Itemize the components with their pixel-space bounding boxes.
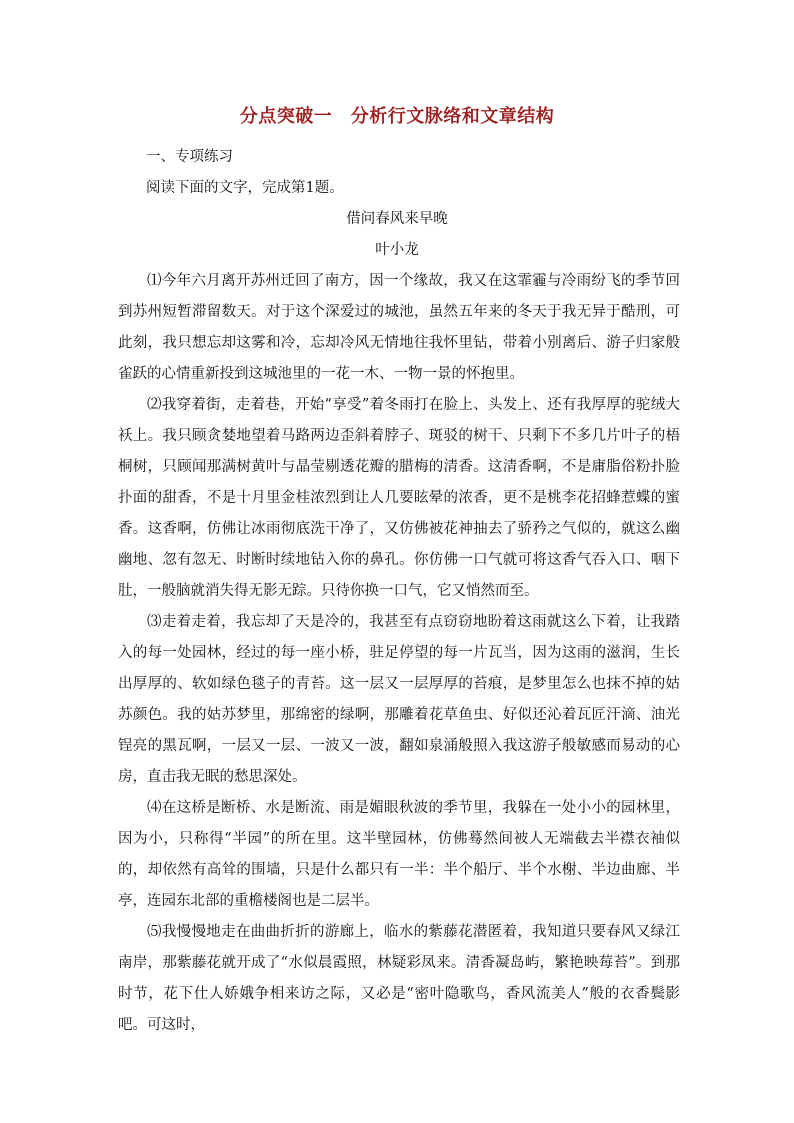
instruction-text: 阅读下面的文字，完成第1题。	[146, 180, 344, 196]
paragraph-1: ⑴今年六月离开苏州迁回了南方，因一个缘故，我又在这霏霾与冷雨纷飞的季节回到苏州短暂滞留数天。对于这个深爱过的城池，虽然五年来的冬天于我无异于酷刑，可此刻，我只想忘却这雾和冷，忘却冷风无情地往我怀里钻，带着小别离后、游子归家般雀跃的心情重新投到这城池里的一花一木、一物一景的怀抱里。	[118, 273, 680, 382]
paragraph-5: ⑸我慢慢地走在曲曲折折的游廊上，临水的紫藤花潜匿着，我知道只要春风又绿江南岸，那紫藤花就开成了“水似晨霞照，林疑彩凤来。清香凝岛屿，繁艳映莓苔”。到那时节，花下仕人娇娥争相来访之际，又必是“密叶隐歌鸟，香风流美人”般的衣香鬓影吧。可这时，	[118, 924, 680, 1033]
paragraph-2: ⑵我穿着街，走着巷，开始“享受”着冬雨打在脸上、头发上、还有我厚厚的驼绒大袄上。我只顾贪婪地望着马路两边歪斜着脖子、斑驳的树干、只剩下不多几片叶子的梧桐树，只顾闻那满树黄叶与晶莹剔透花瓣的腊梅的清香。这清香啊，不是庸脂俗粉扑脸扑面的甜香，不是十月里金桂浓烈到让人几要眩晕的浓香，更不是桃李花招蜂惹蝶的蜜香。这香啊，仿佛让冰雨彻底洗干净了，又仿佛被花神抽去了骄矜之气似的，就这么幽幽地、忽有忽无、时断时续地钻入你的鼻孔。你仿佛一口气就可将这香气吞入口、咽下肚，一般脑就消失得无影无踪。只待你换一口气，它又悄然而至。	[118, 397, 680, 599]
article-body	[118, 266, 680, 1041]
section-heading: 一、专项练习	[146, 149, 233, 165]
article-author: 叶小龙	[375, 242, 419, 258]
article-title: 借问春风来早晚	[346, 211, 448, 227]
paragraph-3: ⑶走着走着，我忘却了天是冷的，我甚至有点窃窃地盼着这雨就这么下着，让我踏入的每一处园林，经过的每一座小桥，驻足停望的每一片瓦当，因为这雨的滋润，生长出厚厚的、软如绿色毯子的青苔。这一层又一层厚厚的苔痕，是梦里怎么也抹不掉的姑苏颜色。我的姑苏梦里，那绵密的绿啊，那雕着花草鱼虫、好似还沁着瓦匠汗滴、油光锃亮的黑瓦啊，一层又一层、一波又一波，翻如泉涌般照入我这游子般敏感而易动的心房，直击我无眠的愁思深处。	[118, 614, 680, 785]
page-title: 分点突破一 分析行文脉络和文章结构	[239, 106, 555, 127]
paragraph-4: ⑷在这桥是断桥、水是断流、雨是媚眼秋波的季节里，我躲在一处小小的园林里，因为小，只称得“半园”的所在里。这半壁园林，仿佛蓦然间被人无端截去半襟衣袖似的，却依然有高耸的围墙，只是什么都只有一半：半个船厅、半个水榭、半边曲廊、半亭，连园东北部的重檐楼阁也是二层半。	[118, 800, 680, 909]
